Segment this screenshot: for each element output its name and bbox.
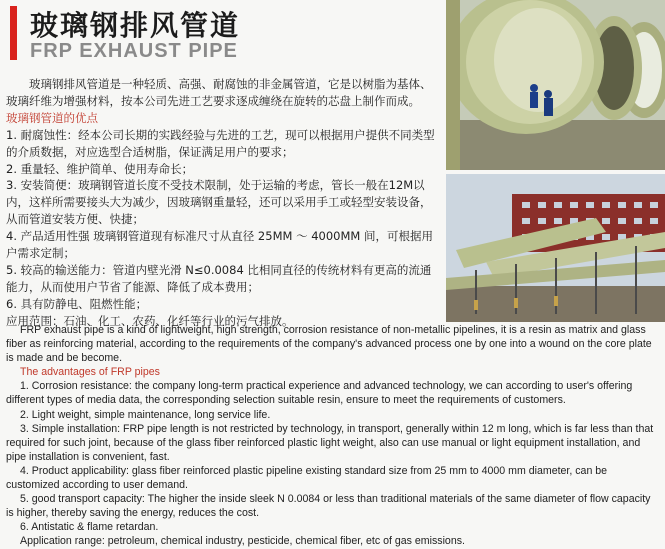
page-title-zh: 玻璃钢排风管道 [30, 9, 241, 42]
pipe-interior-photo [446, 0, 665, 170]
zh-intro: 玻璃钢排风管道是一种轻质、高强、耐腐蚀的非金属管道，它是以树脂为基体、玻璃纤维为增强材料，按本公司先进工艺要求逐成缠绕在旋转的芯盘上制作而成。 [6, 77, 432, 108]
en-item: 6. Antistatic & flame retardan. [20, 521, 159, 534]
zh-application-range: 应用范围：石油、化工、农药、化纤等行业的污气排放。 [6, 313, 294, 328]
en-application-range: Application range: petroleum, chemical industry, pesticide, chemical fiber, etc of gas emissions. [20, 535, 465, 548]
chinese-description [6, 76, 442, 330]
zh-item: 5. 较高的输送能力：管道内壁光滑 N≤0.0084 比相同直径的传统材料有更高的流通能力，从而使用户节省了能源、降低了成本费用； [6, 262, 432, 294]
zh-item: 3. 安装简便：玻璃钢管道长度不受技术限制，处于运输的考虑，管长一般在12M以内，这样所需要接头大为减少，因玻璃钢重量轻，还可以采用手工或轻型安装设备，从而管道安装方便、快捷； [6, 178, 432, 227]
en-item: 3. Simple installation: FRP pipe length is not restricted by technology, in transport, generally within 12 m long, which is far less than that required for such joint, because of the glass fiber reinforced plastic light weight, also can use manual or light equipment installation, and pipe installation is convenient, fast. [6, 422, 654, 463]
en-intro: FRP exhaust pipe is a kind of lightweight, high strength, corrosion resistance of non-metallic pipelines, it is a resin as matrix and glass fiber as reinforcing material, according to the requirements of the company's advanced process one by one into a wound on the core plate is made and be become. [6, 324, 652, 365]
en-item: 1. Corrosion resistance: the company long-term practical experience and advanced technology, we can according to user's offering different types of media data, the corresponding selection suitable resin, ensure to meet the requirements of customers. [6, 380, 633, 407]
title-accent-bar [10, 6, 17, 60]
pipe-installation-photo [446, 174, 665, 322]
zh-item: 2. 重量轻、维护简单、使用寿命长； [6, 161, 194, 176]
english-description [6, 323, 658, 549]
zh-item: 4. 产品适用性强 玻璃钢管道现有标准尺寸从直径 25MM ～ 4000MM 间，可根据用户需求定制； [6, 229, 433, 261]
page-title-en: FRP EXHAUST PIPE [30, 40, 238, 62]
en-item: 4. Product applicability: glass fiber reinforced plastic pipeline existing standard size from 25 mm to 4000 mm diameter, can be customized according to user demand. [6, 464, 608, 492]
en-advantages-heading: The advantages of FRP pipes [20, 366, 160, 379]
en-item: 5. good transport capacity: The higher the inside sleek N 0.0084 or less than traditional materials of the same diameter of flow capacity is higher, thereby saving the energy, reduces the cost. [6, 493, 651, 520]
en-item: 2. Light weight, simple maintenance, long service life. [20, 408, 271, 421]
zh-item: 6. 具有防静电、阻燃性能； [6, 296, 148, 311]
zh-item: 1. 耐腐蚀性：经本公司长期的实践经验与先进的工艺，现可以根据用户提供不同类型的介质数据，对应选型合适树脂，保证满足用户的要求； [6, 127, 435, 159]
zh-advantages-heading: 玻璃钢管道的优点 [6, 110, 98, 125]
